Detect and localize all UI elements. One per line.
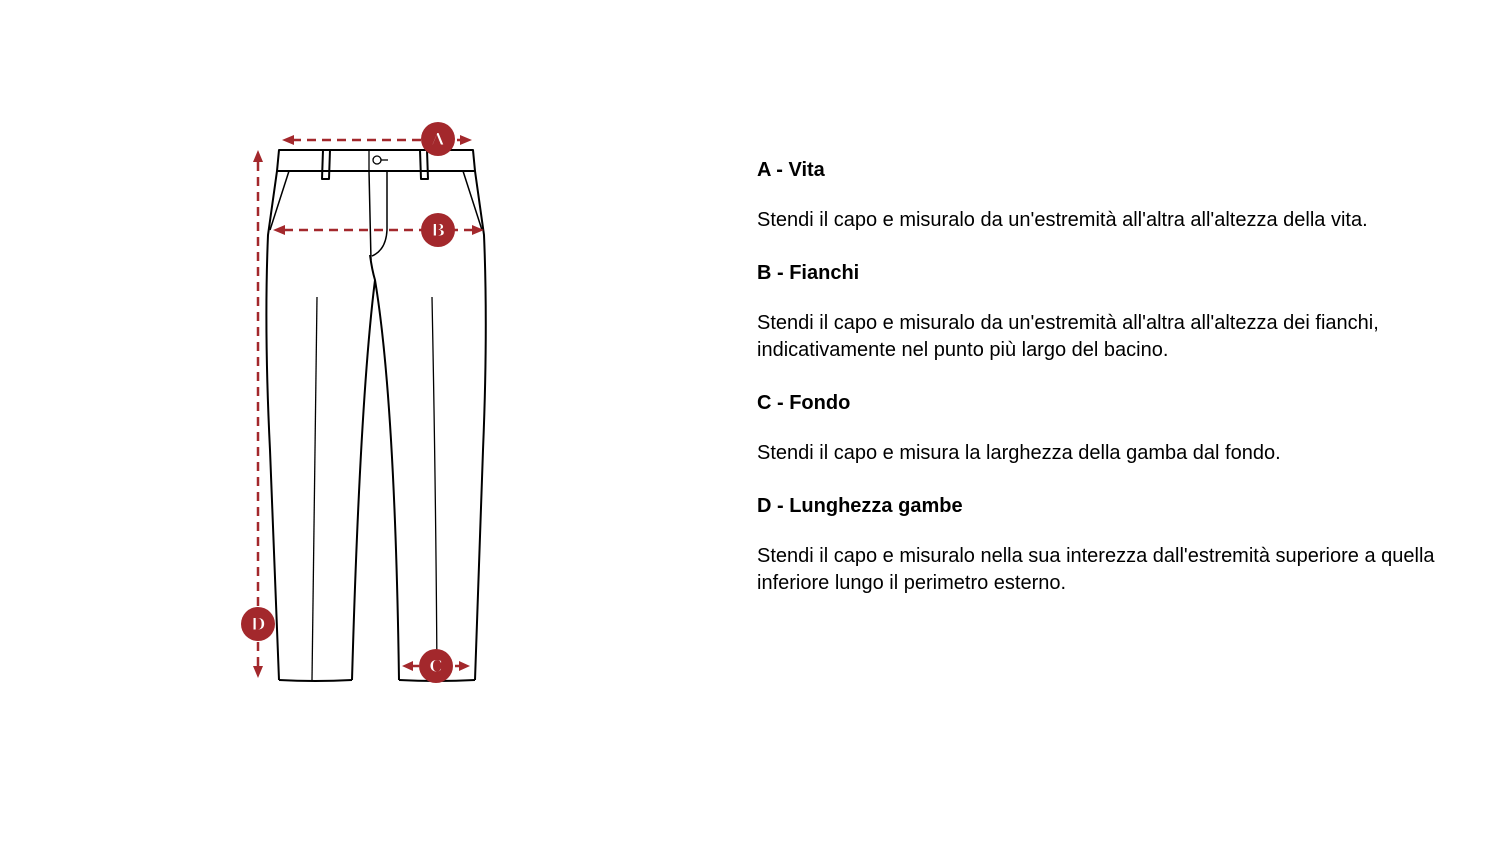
right-leg-outer: [475, 171, 486, 680]
belt-loop-right: [420, 150, 428, 179]
measurement-description: Stendi il capo e misura la larghezza della gamba dal fondo.: [757, 442, 1281, 464]
measurement-description: Stendi il capo e misuralo da un'estremità all'altra all'altezza dei fianchi, indicativamente nel punto più largo del bacino.: [757, 312, 1379, 361]
button-icon: [373, 156, 381, 164]
measurement-description: Stendi il capo e misuralo nella sua interezza dall'estremità superiore a quella inferiore lungo il perimetro esterno.: [757, 545, 1435, 594]
left-leg-outer: [266, 171, 279, 680]
marker-c: [402, 649, 470, 683]
marker-b-label: B: [430, 221, 446, 241]
measurement-item-d: [757, 491, 1437, 597]
measurement-item-b: [757, 258, 1437, 364]
hem-left: [279, 680, 352, 681]
measurement-instructions: [757, 155, 1437, 621]
measurement-title: B - Fianchi: [757, 262, 860, 284]
marker-c-label: C: [429, 657, 443, 677]
marker-a-label: A: [431, 130, 445, 150]
marker-b: [273, 213, 484, 247]
crease-left: [312, 297, 317, 680]
belt-loop-left: [322, 150, 330, 179]
measurement-description: Stendi il capo e misuralo da un'estremità all'altra all'altezza della vita.: [757, 209, 1368, 231]
crotch-seam: [352, 255, 399, 680]
crease-right: [432, 297, 437, 680]
measurement-title: A - Vita: [757, 159, 825, 181]
marker-d-label: D: [250, 615, 266, 635]
fly: [369, 171, 387, 260]
measurement-title: D - Lunghezza gambe: [757, 495, 963, 517]
measurement-item-c: [757, 388, 1437, 467]
measurement-title: C - Fondo: [757, 392, 851, 414]
measurement-item-a: [757, 155, 1437, 234]
